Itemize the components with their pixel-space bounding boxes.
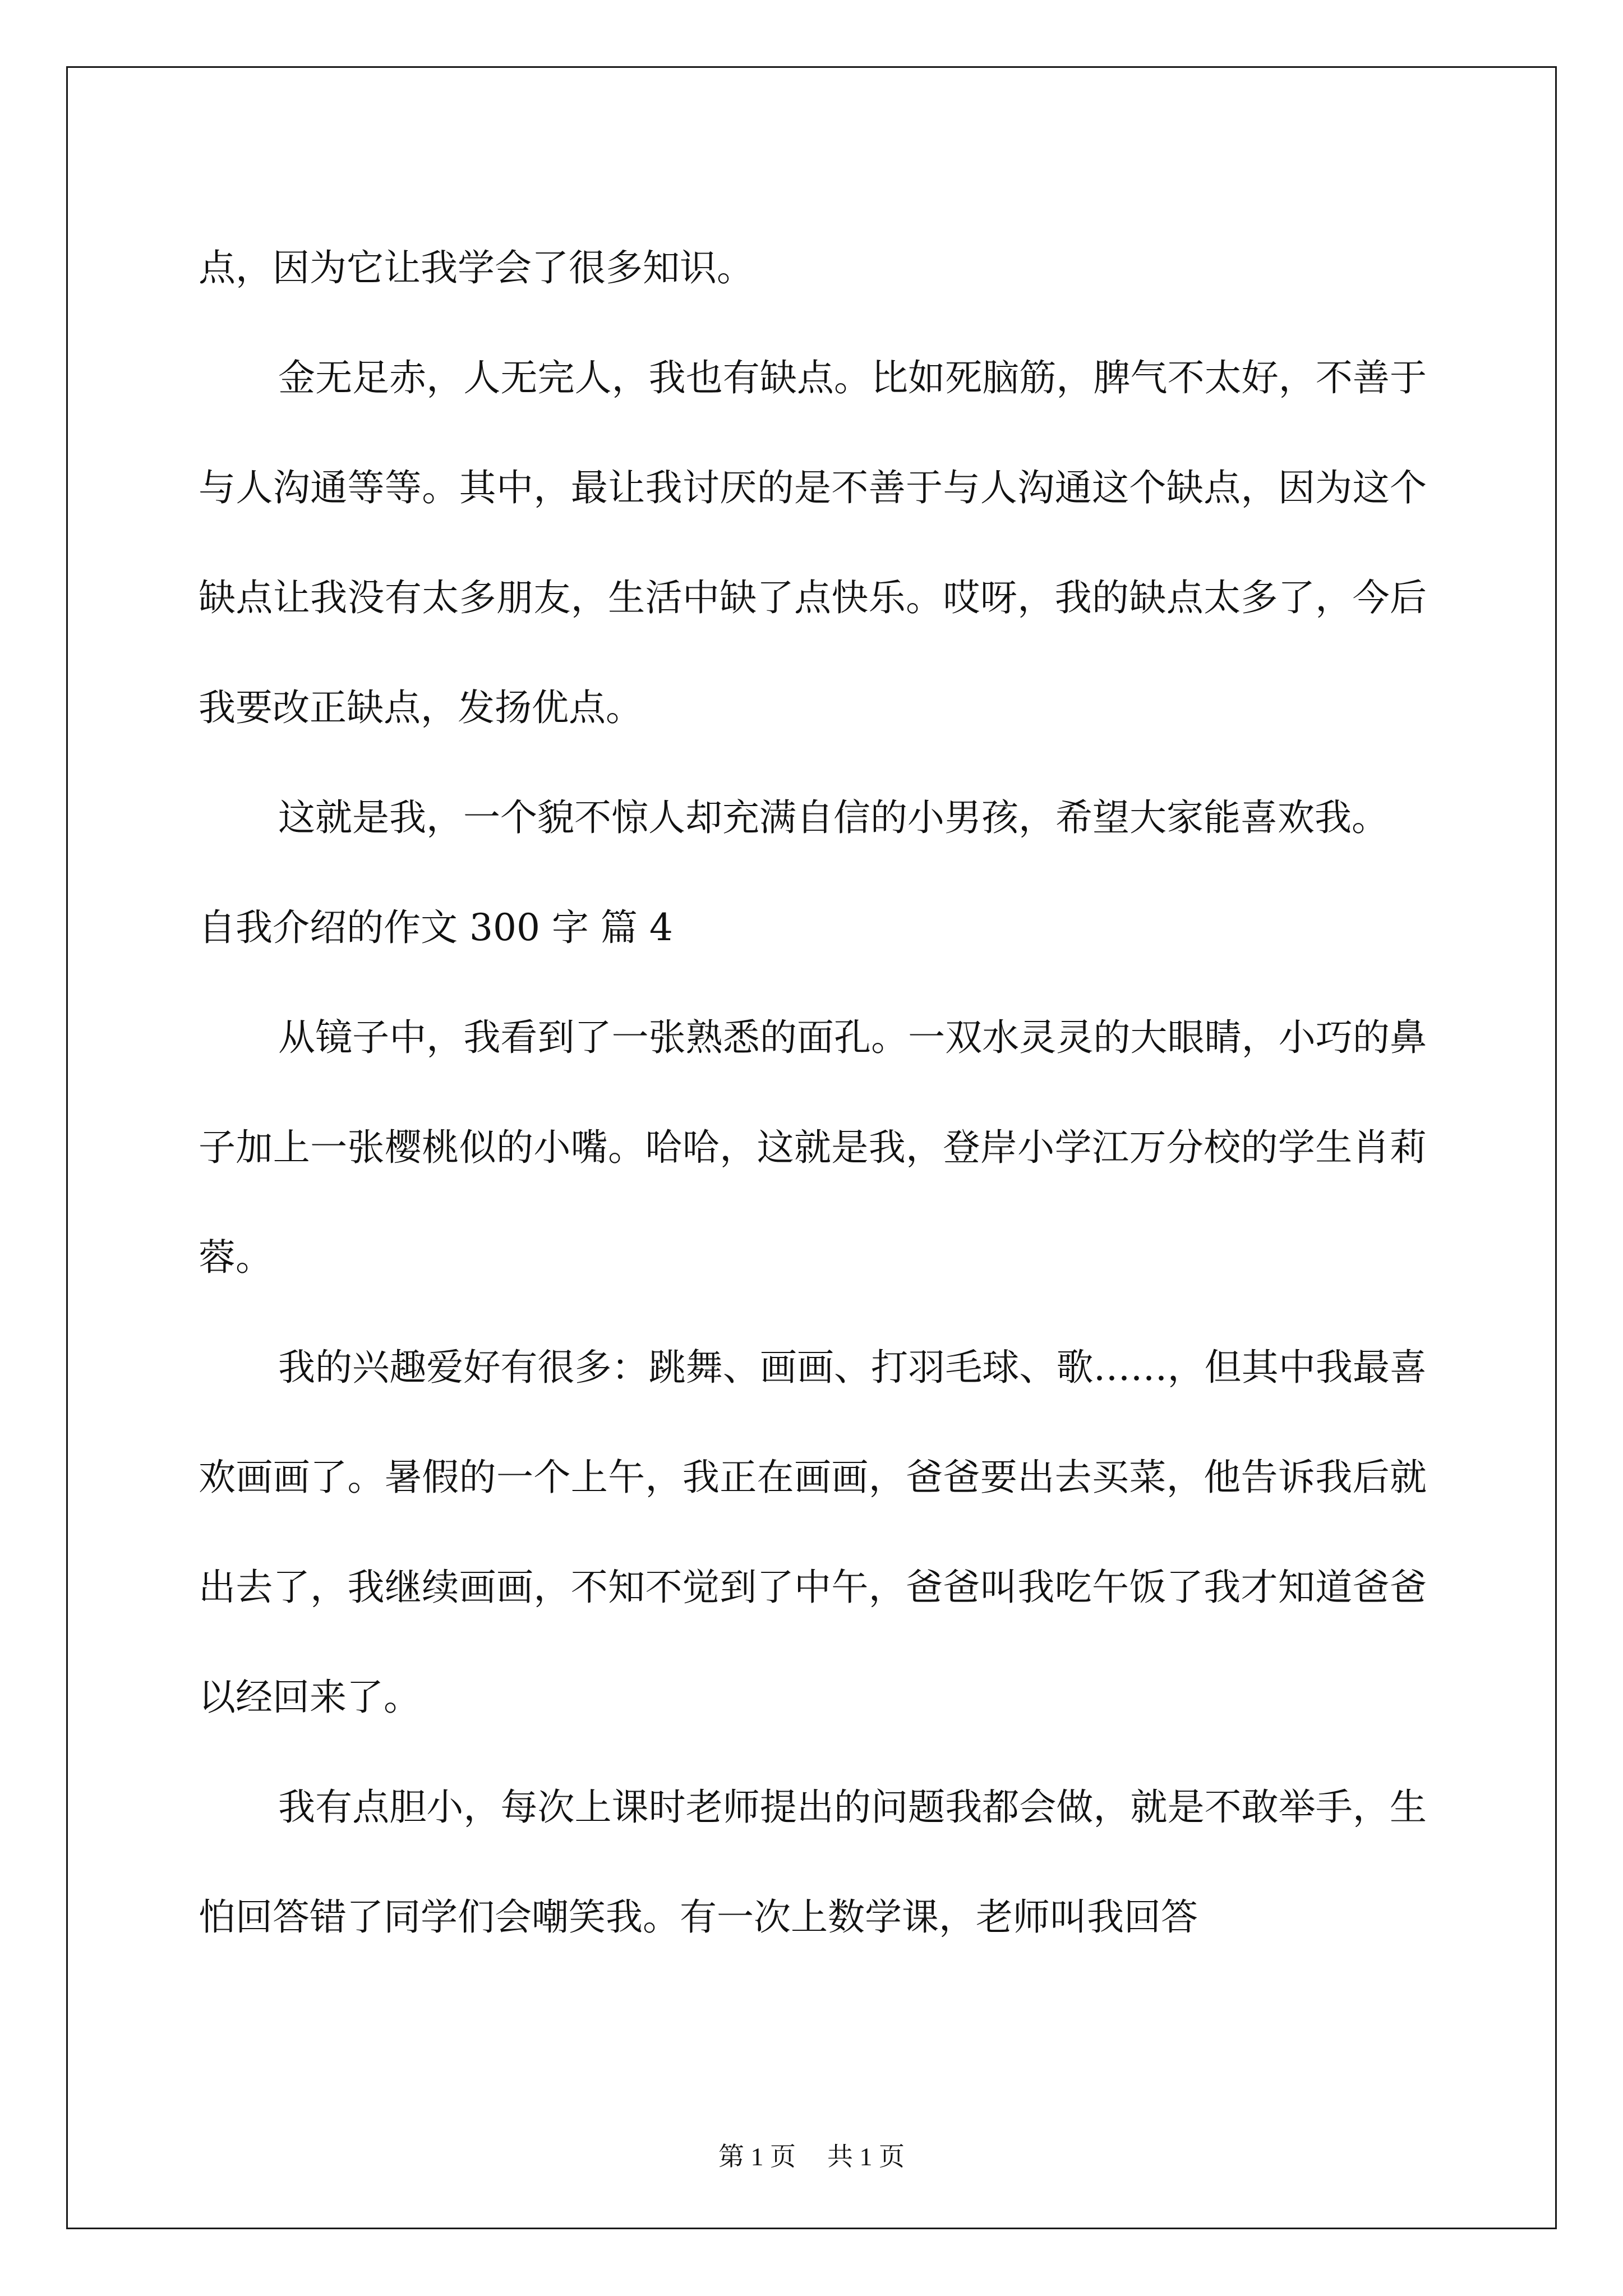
paragraph-hobbies: 我的兴趣爱好有很多：跳舞、画画、打羽毛球、歌……，但其中我最喜欢画画了。暑假的一个上午，我正在画画，爸爸要出去买菜，他告诉我后就出去了，我继续画画，不知不觉到了中午，爸爸叫我吃午饭了我才知道爸爸以经回来了。 [199, 1346, 1427, 1719]
section-heading: 自我介绍的作文 300 字 篇 4 [199, 906, 673, 949]
paragraph-shortcomings: 金无足赤，人无完人，我也有缺点。比如死脑筋，脾气不太好，不善于与人沟通等等。其中，最让我讨厌的是不善于与人沟通这个缺点，因为这个缺点让我没有太多朋友，生活中缺了点快乐。哎呀，我的缺点太多了，今后我要改正缺点，发扬优点。 [199, 356, 1427, 729]
paragraph-conclusion: 这就是我，一个貌不惊人却充满自信的小男孩，希望大家能喜欢我。 [278, 796, 1389, 839]
document-body [199, 213, 1427, 1972]
page-footer [0, 2136, 1623, 2173]
paragraph-mirror: 从镜子中，我看到了一张熟悉的面孔。一双水灵灵的大眼睛，小巧的鼻子加上一张樱桃似的小嘴。哈哈，这就是我，登岸小学江万分校的学生肖莉蓉。 [199, 1016, 1427, 1279]
paragraph-continuation: 点，因为它让我学会了很多知识。 [199, 246, 754, 289]
page-total: 共 1 页 [827, 2142, 905, 2171]
paragraph-timid: 我有点胆小，每次上课时老师提出的问题我都会做，就是不敢举手，生怕回答错了同学们会嘲笑我。有一次上数学课，老师叫我回答 [199, 1786, 1427, 1939]
page-number: 第 1 页 [718, 2142, 796, 2171]
